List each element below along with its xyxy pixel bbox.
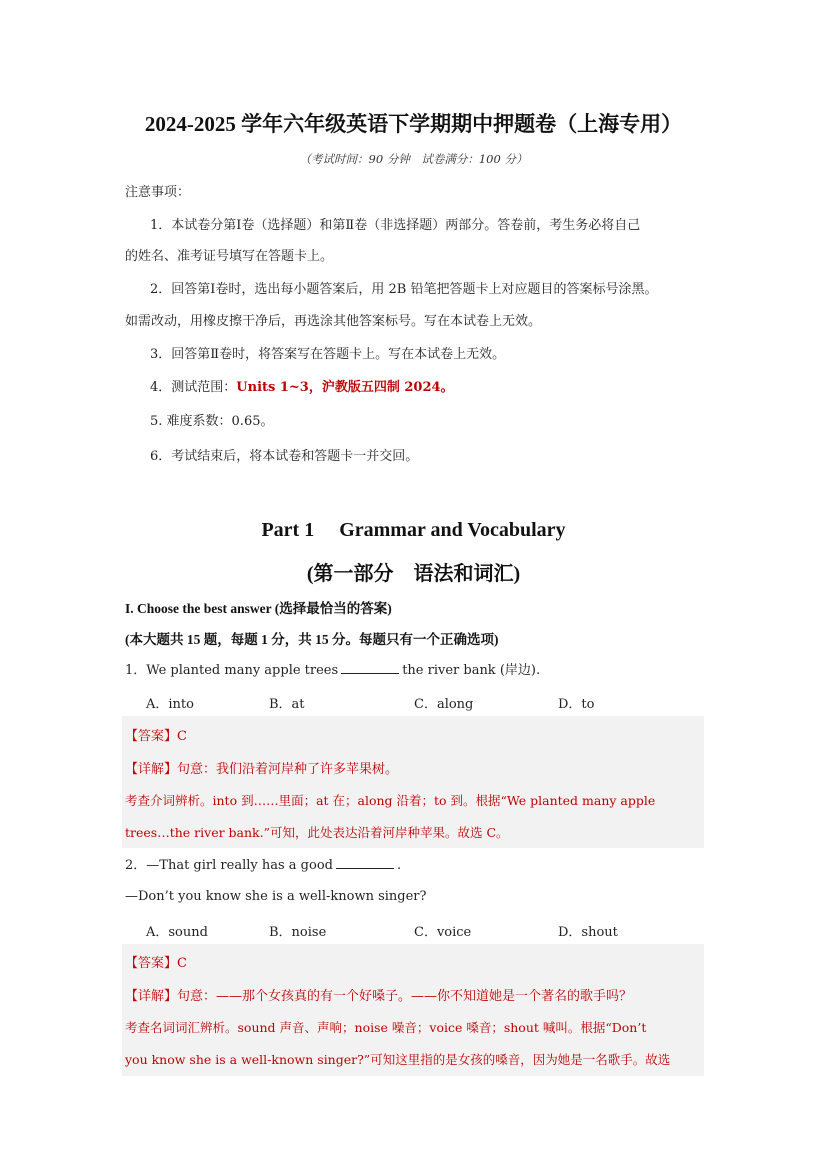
note-item-2: 2．回答第Ⅰ卷时，选出每小题答案后，用 2B 铅笔把答题卡上对应题目的答案标号涂黑。 bbox=[150, 282, 658, 297]
question-1-option-a: A．into bbox=[146, 697, 194, 712]
question-2-stem-line2: —Don’t you know she is a well-known singer? bbox=[125, 889, 427, 904]
question-2-analysis: 考查名词词汇辨析。sound 声音、声响；noise 噪音；voice 嗓音；shout 喊叫。根据“Don’t bbox=[125, 1020, 647, 1035]
exam-info: （考试时间：90 分钟 试卷满分：100 分） bbox=[299, 152, 528, 166]
question-2-detail: 【详解】句意：——那个女孩真的有一个好嗓子。——你不知道她是一个著名的歌手吗？ bbox=[125, 989, 633, 1004]
question-2-analysis-cont: you know she is a well-known singer?”可知这里指的是女孩的嗓音，因为她是一名歌手。故选 bbox=[125, 1052, 671, 1067]
part-title-en: Part 1 Grammar and Vocabulary bbox=[261, 519, 566, 541]
notes-heading: 注意事项： bbox=[125, 185, 191, 200]
note-item-5: 5. 难度系数：0.65。 bbox=[150, 414, 274, 429]
test-range: Units 1~3，沪教版五四制 2024。 bbox=[236, 380, 454, 395]
note-item-4 bbox=[150, 379, 454, 397]
question-1-text-end: the river bank (岸边). bbox=[402, 663, 541, 678]
question-1-answer: 【答案】C bbox=[125, 729, 187, 744]
question-1-option-d: D．to bbox=[558, 697, 595, 712]
section-heading: I. Choose the best answer (选择最恰当的答案) bbox=[125, 601, 392, 616]
answer-blank bbox=[341, 661, 399, 674]
note-item-1-cont: 的姓名、准考证号填写在答题卡上。 bbox=[125, 249, 334, 264]
question-2-text-end: . bbox=[396, 858, 402, 873]
question-1-stem bbox=[125, 661, 540, 680]
question-1-analysis-cont: trees…the river bank.”可知，此处表达沿着河岸种苹果。故选 C。 bbox=[125, 825, 509, 840]
question-1-detail: 【详解】句意：我们沿着河岸种了许多苹果树。 bbox=[125, 762, 399, 777]
question-1-text: 1．We planted many apple trees bbox=[125, 663, 339, 678]
note-item-3: 3．回答第Ⅱ卷时，将答案写在答题卡上。写在本试卷上无效。 bbox=[150, 347, 506, 362]
note-item-2-cont: 如需改动，用橡皮擦干净后，再选涂其他答案标号。写在本试卷上无效。 bbox=[125, 314, 542, 329]
question-2-option-b: B．noise bbox=[269, 925, 327, 940]
question-2-answer: 【答案】C bbox=[125, 956, 187, 971]
part-title-cn: (第一部分 语法和词汇) bbox=[306, 563, 521, 585]
question-2-option-d: D．shout bbox=[558, 925, 618, 940]
note-item-4-label: 4．测试范围： bbox=[150, 380, 237, 395]
page-title: 2024-2025 学年六年级英语下学期期中押题卷（上海专用） bbox=[144, 112, 683, 136]
note-item-1: 1．本试卷分第Ⅰ卷（选择题）和第Ⅱ卷（非选择题）两部分。答卷前，考生务必将自己 bbox=[150, 218, 641, 233]
question-1-option-c: C．along bbox=[414, 697, 474, 712]
note-item-6: 6．考试结束后，将本试卷和答题卡一并交回。 bbox=[150, 449, 419, 464]
question-1-option-b: B．at bbox=[269, 697, 305, 712]
question-2-text: 2．—That girl really has a good bbox=[125, 858, 333, 873]
question-1-analysis: 考查介词辨析。into 到……里面；at 在；along 沿着；to 到。根据“We planted many apple bbox=[125, 793, 656, 808]
question-2-option-a: A．sound bbox=[146, 925, 208, 940]
section-instructions: (本大题共 15 题，每题 1 分，共 15 分。每题只有一个正确选项) bbox=[125, 632, 499, 647]
answer-blank bbox=[336, 856, 394, 869]
question-2-option-c: C．voice bbox=[414, 925, 472, 940]
question-2-stem bbox=[125, 856, 401, 875]
